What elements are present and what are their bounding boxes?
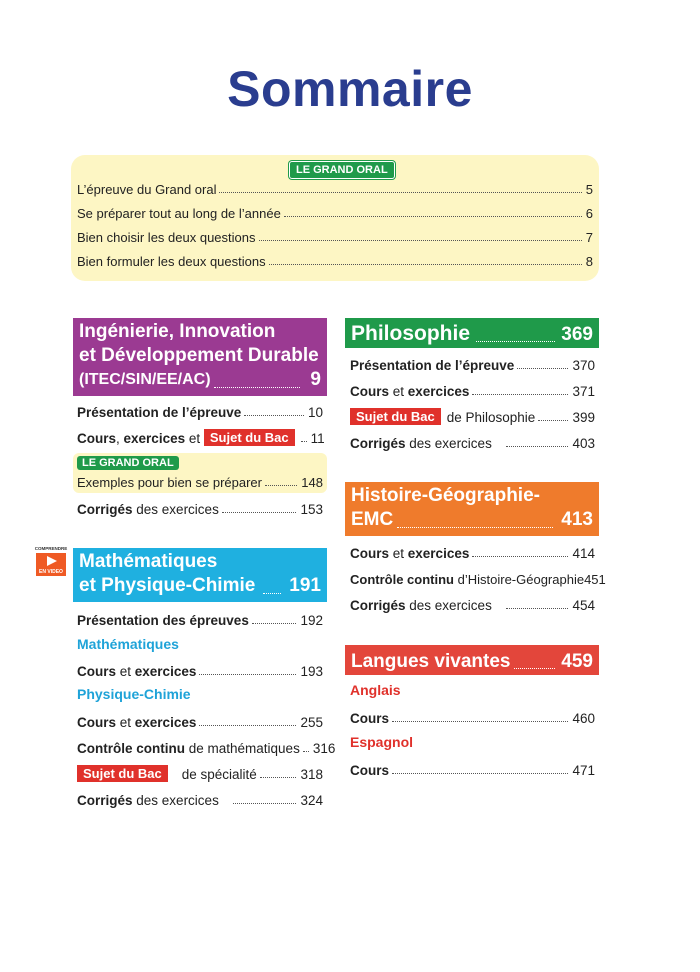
subsection-espagnol: Espagnol xyxy=(350,734,414,750)
toc-entry-page: 148 xyxy=(301,475,323,490)
sujet-du-bac-badge: Sujet du Bac xyxy=(204,429,295,446)
section-title-line1: Histoire-Géographie- xyxy=(351,485,540,506)
toc-entry-page: 403 xyxy=(572,436,595,451)
toc-entry-text: et xyxy=(389,546,408,561)
toc-entry-page: 255 xyxy=(300,715,323,730)
section-page: 413 xyxy=(561,509,593,530)
toc-entry-page: 11 xyxy=(310,431,325,446)
toc-entry[interactable] xyxy=(77,608,323,628)
section-header-ingenierie[interactable] xyxy=(73,318,327,396)
toc-entry-page: 471 xyxy=(572,763,595,778)
toc-entry-label: Présentation de l’épreuve xyxy=(350,358,515,373)
grand-oral-badge: LE GRAND ORAL xyxy=(289,161,395,179)
toc-entry-bold: Contrôle continu xyxy=(350,572,454,587)
toc-entry-bold: Cours xyxy=(77,715,117,730)
video-badge[interactable] xyxy=(33,546,69,578)
toc-entry-bold: exercices xyxy=(134,664,197,679)
toc-entry-bold: Cours xyxy=(77,664,117,679)
toc-entry-text: de mathématiques xyxy=(185,741,300,756)
toc-entry-page: 454 xyxy=(572,598,595,613)
toc-entry[interactable] xyxy=(77,179,593,197)
section-title-line1: Mathématiques xyxy=(79,551,218,572)
section-header-histoire[interactable] xyxy=(345,482,599,536)
toc-entry-page: 153 xyxy=(300,502,323,517)
toc-entry[interactable] xyxy=(77,426,323,446)
section-page: 191 xyxy=(289,575,321,596)
toc-entry-text: et xyxy=(185,431,204,446)
toc-entry-bold: Cours xyxy=(77,431,117,446)
video-label-top: COMPRENDRE xyxy=(34,546,68,551)
toc-entry[interactable] xyxy=(350,353,595,373)
toc-entry[interactable] xyxy=(77,251,593,269)
toc-entry[interactable] xyxy=(350,431,595,451)
sujet-du-bac-badge: Sujet du Bac xyxy=(77,765,168,782)
toc-entry[interactable] xyxy=(350,541,595,561)
toc-entry-text: et xyxy=(389,384,408,399)
toc-entry-label: Présentation des épreuves xyxy=(77,613,249,628)
section-title-line2: EMC xyxy=(351,509,394,530)
toc-entry-text: de spécialité xyxy=(181,767,257,782)
toc-entry[interactable] xyxy=(77,762,323,782)
toc-entry-page: 324 xyxy=(300,793,323,808)
subsection-physique: Physique-Chimie xyxy=(77,686,191,702)
sujet-du-bac-badge: Sujet du Bac xyxy=(350,408,441,425)
toc-entry[interactable] xyxy=(77,203,593,221)
toc-entry-page: 7 xyxy=(585,230,593,245)
toc-entry-bold: Cours xyxy=(350,711,390,726)
toc-entry[interactable] xyxy=(77,227,593,245)
toc-entry-bold: Corrigés xyxy=(350,436,406,451)
toc-entry-page: 371 xyxy=(572,384,595,399)
toc-entry-bold: Contrôle continu xyxy=(77,741,185,756)
toc-entry-label: Bien choisir les deux questions xyxy=(77,230,256,245)
toc-entry-bold: exercices xyxy=(134,715,197,730)
toc-entry-label: L’épreuve du Grand oral xyxy=(77,182,217,197)
toc-entry[interactable] xyxy=(77,659,323,679)
toc-entry[interactable] xyxy=(350,567,606,587)
section-page: 459 xyxy=(561,651,593,672)
toc-entry-bold: exercices xyxy=(407,384,470,399)
toc-entry-text: , xyxy=(116,431,124,446)
toc-entry-page: 5 xyxy=(585,182,593,197)
toc-entry-text: et xyxy=(116,664,135,679)
section-title: Philosophie xyxy=(351,322,471,345)
toc-entry[interactable] xyxy=(77,736,336,756)
grand-oral-badge: LE GRAND ORAL xyxy=(77,456,179,470)
toc-entry-text: de Philosophie xyxy=(446,410,536,425)
toc-entry[interactable] xyxy=(350,706,595,726)
toc-entry[interactable] xyxy=(350,379,595,399)
toc-entry-bold: Cours xyxy=(350,384,390,399)
toc-entry-page: 451 xyxy=(584,572,606,587)
play-icon xyxy=(36,553,66,569)
section-title: Langues vivantes xyxy=(351,651,511,672)
toc-entry-page: 370 xyxy=(572,358,595,373)
toc-entry[interactable] xyxy=(350,405,595,425)
toc-entry[interactable] xyxy=(350,593,595,613)
toc-entry-label: Se préparer tout au long de l’année xyxy=(77,206,281,221)
toc-entry-page: 318 xyxy=(300,767,323,782)
toc-entry-page: 316 xyxy=(312,741,336,756)
toc-entry-page: 414 xyxy=(572,546,595,561)
toc-entry-bold: Corrigés xyxy=(77,793,133,808)
section-page: 369 xyxy=(561,324,593,345)
toc-entry-label: Bien formuler les deux questions xyxy=(77,254,266,269)
toc-entry-page: 6 xyxy=(585,206,593,221)
toc-entry-page: 460 xyxy=(572,711,595,726)
subsection-anglais: Anglais xyxy=(350,682,401,698)
subsection-maths: Mathématiques xyxy=(77,636,179,652)
toc-entry-text: des exercices xyxy=(132,502,219,517)
section-title-line2: et Physique-Chimie xyxy=(79,575,256,596)
toc-entry-bold: exercices xyxy=(407,546,470,561)
toc-entry-page: 192 xyxy=(300,613,323,628)
video-label-bottom: EN VIDÉO xyxy=(36,569,66,576)
section-title-line1: Ingénierie, Innovation xyxy=(79,321,276,342)
toc-entry-text: des exercices xyxy=(405,598,492,613)
section-header-langues[interactable] xyxy=(345,645,599,675)
toc-entry-label: Présentation de l’épreuve xyxy=(77,405,242,420)
toc-entry-text: des exercices xyxy=(405,436,492,451)
toc-entry-page: 193 xyxy=(300,664,323,679)
section-header-philosophie[interactable] xyxy=(345,318,599,348)
grand-oral-box xyxy=(71,155,599,281)
section-header-maths[interactable] xyxy=(73,548,327,602)
section-page: 9 xyxy=(310,369,321,390)
toc-entry-page: 8 xyxy=(585,254,593,269)
section-title-line3: (ITEC/SIN/EE/AC) xyxy=(79,371,211,388)
toc-entry-bold: Corrigés xyxy=(350,598,406,613)
toc-entry[interactable] xyxy=(77,788,323,808)
toc-entry-bold: Corrigés xyxy=(77,502,133,517)
toc-entry-text: des exercices xyxy=(132,793,219,808)
toc-entry-text: d’Histoire-Géographie xyxy=(454,572,585,587)
toc-entry-text: et xyxy=(116,715,135,730)
toc-entry[interactable] xyxy=(77,400,323,420)
toc-entry-label: Exemples pour bien se préparer xyxy=(77,475,262,490)
toc-entry-bold: Cours xyxy=(350,546,390,561)
toc-entry-page: 10 xyxy=(307,405,323,420)
toc-entry-bold: exercices xyxy=(123,431,186,446)
toc-entry-page: 399 xyxy=(572,410,595,425)
toc-entry[interactable] xyxy=(77,472,323,490)
section-title-line2: et Développement Durable xyxy=(79,345,319,366)
page-title: Sommaire xyxy=(227,61,473,117)
toc-entry[interactable] xyxy=(77,710,323,730)
toc-entry-bold: Cours xyxy=(350,763,390,778)
toc-entry[interactable] xyxy=(77,497,323,517)
toc-entry[interactable] xyxy=(350,758,595,778)
